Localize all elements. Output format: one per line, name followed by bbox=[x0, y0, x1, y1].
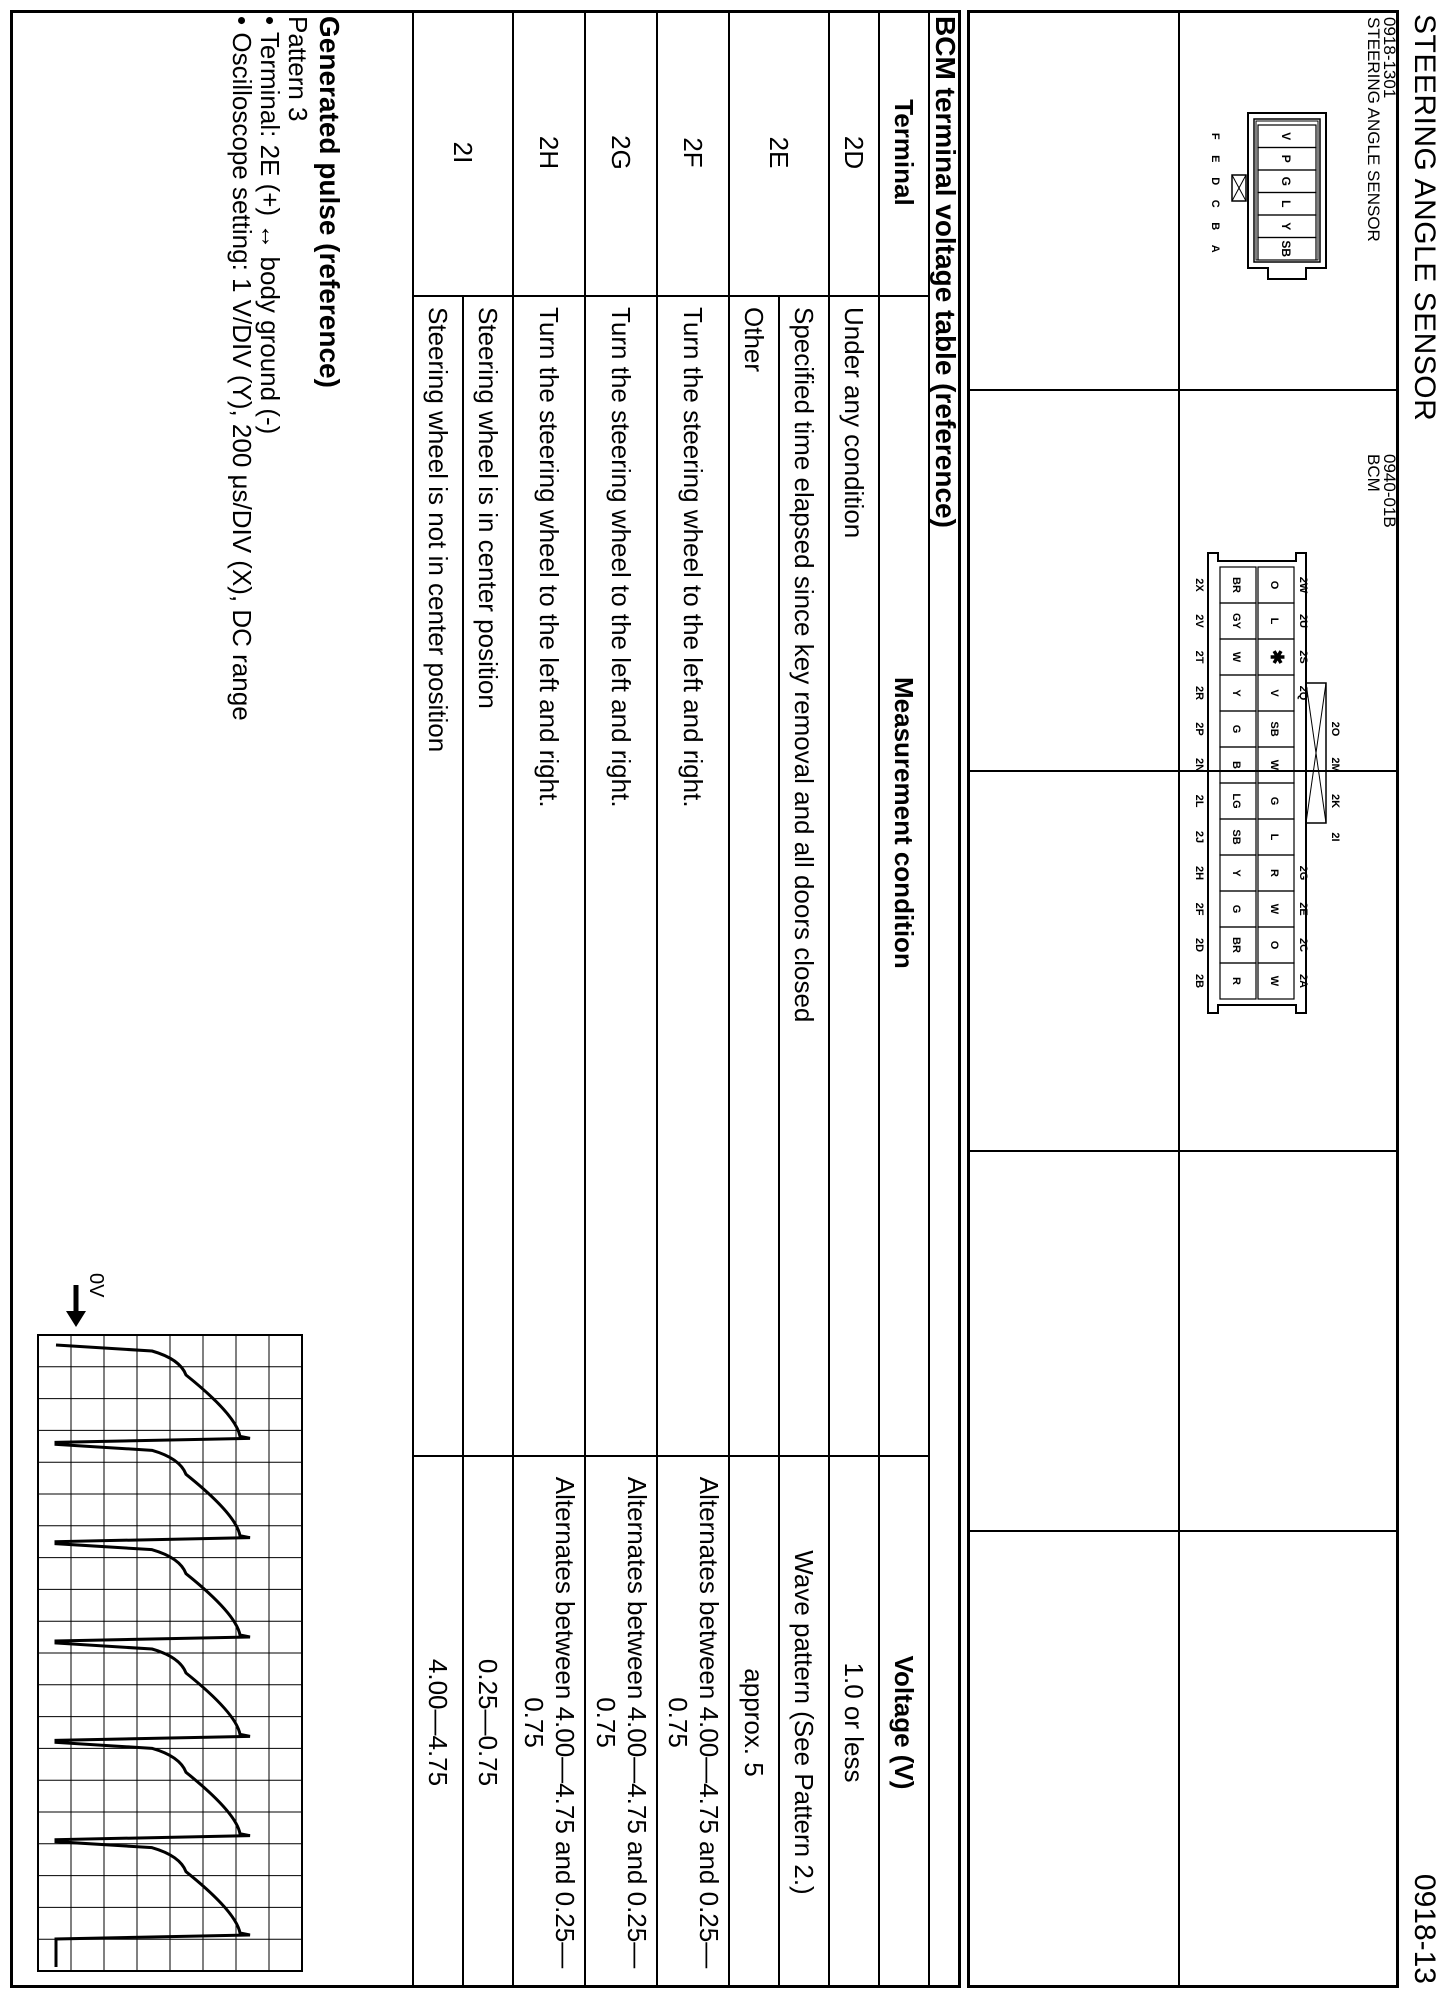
page-title: STEERING ANGLE SENSOR bbox=[1408, 14, 1441, 422]
sensor-pin-label: F bbox=[1209, 132, 1221, 140]
bcm-pin-label: 2O bbox=[1329, 721, 1341, 737]
bcm-pin-color: B bbox=[1230, 761, 1242, 769]
bcm-pin-color: Y bbox=[1230, 869, 1242, 877]
bcm-pin-color: BR bbox=[1230, 577, 1242, 593]
bcm-pin-label: 2P bbox=[1193, 722, 1205, 736]
bcm-pin-color: R bbox=[1230, 977, 1242, 985]
bcm-pin-label: 2F bbox=[1193, 902, 1205, 916]
zero-volt-label: 0V bbox=[85, 1273, 107, 1298]
bcm-pin-label: 2D bbox=[1193, 937, 1205, 953]
bcm-pin-color: L bbox=[1268, 833, 1280, 841]
zero-volt-arrowhead-icon bbox=[66, 1311, 86, 1327]
bcm-pin-label: 2K bbox=[1329, 793, 1341, 809]
voltage-cell: Alternates between 4.00—4.75 and 0.25—0.75 bbox=[585, 1456, 657, 1988]
bcm-pin-label: 2V bbox=[1193, 614, 1205, 628]
condition-cell: Steering wheel is in center position bbox=[463, 296, 513, 1456]
table-row bbox=[513, 10, 585, 1988]
bcm-connector-drawing bbox=[1188, 543, 1358, 1063]
terminal-cell: 2H bbox=[513, 10, 585, 296]
table-row bbox=[585, 10, 657, 1988]
condition-cell: Other bbox=[729, 296, 779, 1456]
condition-cell: Turn the steering wheel to the left and right. bbox=[585, 296, 657, 1456]
grid-divider bbox=[1178, 13, 1180, 1985]
sensor-connector-name: STEERING ANGLE SENSOR bbox=[1364, 17, 1383, 242]
bcm-pin-label: 2I bbox=[1329, 832, 1341, 842]
bullet-icon: • bbox=[227, 16, 257, 26]
bcm-pin-color: LG bbox=[1230, 793, 1242, 809]
bcm-pin-color: L bbox=[1268, 617, 1280, 625]
table-row bbox=[829, 10, 879, 1988]
table-row bbox=[657, 10, 729, 1988]
terminal-cell: 2F bbox=[657, 10, 729, 296]
sensor-pin-label: A bbox=[1209, 244, 1221, 253]
voltage-cell: 1.0 or less bbox=[829, 1456, 879, 1988]
bcm-pin-label: 2L bbox=[1193, 794, 1205, 808]
bcm-pin-label: 2N bbox=[1193, 757, 1205, 773]
bcm-pin-color: G bbox=[1230, 904, 1242, 914]
header-condition: Measurement condition bbox=[879, 296, 929, 1456]
terminal-cell: 2E bbox=[729, 10, 829, 296]
terminal-cell: 2I bbox=[413, 10, 513, 296]
bcm-pin-color: GY bbox=[1230, 613, 1242, 629]
sensor-pin-label: B bbox=[1209, 222, 1221, 231]
header-terminal: Terminal bbox=[879, 10, 929, 296]
pulse-pattern: Pattern 3 bbox=[283, 16, 313, 122]
voltage-cell: Alternates between 4.00—4.75 and 0.25—0.75 bbox=[513, 1456, 585, 1988]
bcm-pin-label: 2U bbox=[1297, 613, 1309, 629]
bcm-pin-color: SB bbox=[1268, 721, 1280, 737]
bcm-pin-label: 2C bbox=[1297, 937, 1309, 953]
grid-divider bbox=[970, 389, 1396, 391]
pulse-waveform bbox=[56, 1345, 250, 1967]
pulse-setting-line bbox=[227, 16, 257, 721]
voltage-cell: approx. 5 bbox=[729, 1456, 779, 1988]
condition-cell: Turn the steering wheel to the left and right. bbox=[657, 296, 729, 1456]
sensor-pin-color: P bbox=[1279, 154, 1293, 163]
voltage-cell: 4.00—4.75 bbox=[413, 1456, 463, 1988]
bcm-pin-color: ✱ bbox=[1267, 649, 1287, 665]
sensor-pin-label: D bbox=[1209, 177, 1221, 186]
table-header-row bbox=[879, 10, 929, 1988]
bcm-pin-color: O bbox=[1268, 580, 1280, 590]
bcm-pin-label: 2B bbox=[1193, 973, 1205, 989]
sensor-pin-label: E bbox=[1209, 155, 1221, 163]
terminal-cell: 2G bbox=[585, 10, 657, 296]
table-title: BCM terminal voltage table (reference) bbox=[930, 16, 961, 528]
table-row bbox=[729, 10, 779, 1988]
bcm-pin-color: SB bbox=[1230, 829, 1242, 845]
bcm-voltage-table bbox=[412, 10, 930, 1988]
bcm-pin-color: G bbox=[1268, 796, 1280, 806]
bcm-pin-color: V bbox=[1268, 689, 1280, 697]
sensor-connector-drawing bbox=[1186, 103, 1336, 343]
bullet-icon: • bbox=[255, 16, 285, 26]
connector-grid bbox=[967, 10, 1399, 1988]
pulse-title: Generated pulse (reference) bbox=[314, 16, 345, 388]
bcm-pin-label: 2S bbox=[1297, 650, 1309, 664]
sensor-pin-label: C bbox=[1209, 199, 1221, 208]
bcm-pin-label: 2H bbox=[1193, 865, 1205, 881]
bcm-pin-label: 2X bbox=[1193, 578, 1205, 592]
sensor-connector-code: 0918-1301 bbox=[1380, 17, 1399, 99]
bcm-pin-label: 2T bbox=[1193, 650, 1205, 664]
condition-cell: Specified time elapsed since key removal and all doors closed bbox=[779, 296, 829, 1456]
condition-cell: Steering wheel is not in center position bbox=[413, 296, 463, 1456]
header-voltage: Voltage (V) bbox=[879, 1456, 929, 1988]
pulse-terminal: Terminal: 2E (+) ↔ body ground (-) bbox=[255, 31, 285, 435]
bcm-pin-label: 2E bbox=[1297, 902, 1309, 916]
grid-divider bbox=[970, 1150, 1396, 1152]
grid-divider bbox=[970, 1530, 1396, 1532]
bcm-pin-label: 2W bbox=[1297, 576, 1309, 594]
bcm-pin-color: W bbox=[1230, 651, 1242, 663]
bcm-pin-color: W bbox=[1268, 975, 1280, 987]
voltage-cell: Wave pattern (See Pattern 2.) bbox=[779, 1456, 829, 1988]
bcm-pin-label: 2J bbox=[1193, 830, 1205, 844]
condition-cell: Under any condition bbox=[829, 296, 879, 1456]
table-row bbox=[463, 10, 513, 1988]
bcm-pin-color: BR bbox=[1230, 937, 1242, 953]
table-row bbox=[413, 10, 463, 1988]
bcm-pin-color: R bbox=[1268, 869, 1280, 877]
bcm-pin-label: 2M bbox=[1329, 757, 1341, 773]
bcm-pin-color: W bbox=[1268, 903, 1280, 915]
bcm-pin-color: Y bbox=[1230, 689, 1242, 697]
sensor-pin-color: Y bbox=[1279, 222, 1293, 231]
bcm-connector-name: BCM bbox=[1364, 454, 1383, 492]
sensor-pin-color: SB bbox=[1279, 240, 1293, 258]
condition-cell: Turn the steering wheel to the left and right. bbox=[513, 296, 585, 1456]
bcm-pin-color: G bbox=[1230, 724, 1242, 734]
pulse-setting: Oscilloscope setting: 1 V/DIV (Y), 200 μs/DIV (X), DC range bbox=[227, 32, 257, 721]
bcm-connector-code: 0940-01B bbox=[1380, 454, 1399, 528]
voltage-cell: Alternates between 4.00—4.75 and 0.25—0.75 bbox=[657, 1456, 729, 1988]
table-row bbox=[779, 10, 829, 1988]
pulse-terminal-line bbox=[255, 16, 285, 434]
sensor-pin-color: G bbox=[1279, 176, 1293, 186]
bcm-pin-label: 2R bbox=[1193, 685, 1205, 701]
bcm-pin-label: 2A bbox=[1297, 973, 1309, 989]
bcm-pin-label: 2G bbox=[1297, 865, 1309, 881]
terminal-cell: 2D bbox=[829, 10, 879, 296]
voltage-cell: 0.25—0.75 bbox=[463, 1456, 513, 1988]
bcm-pin-label: 2Q bbox=[1297, 685, 1309, 701]
sensor-pin-color: L bbox=[1279, 200, 1293, 208]
bcm-pin-color: O bbox=[1268, 940, 1280, 950]
page-number: 0918-13 bbox=[1408, 1873, 1441, 1984]
sensor-pin-color: V bbox=[1279, 132, 1293, 141]
oscilloscope-chart bbox=[18, 1255, 318, 1995]
bcm-pin-color: W bbox=[1268, 759, 1280, 771]
